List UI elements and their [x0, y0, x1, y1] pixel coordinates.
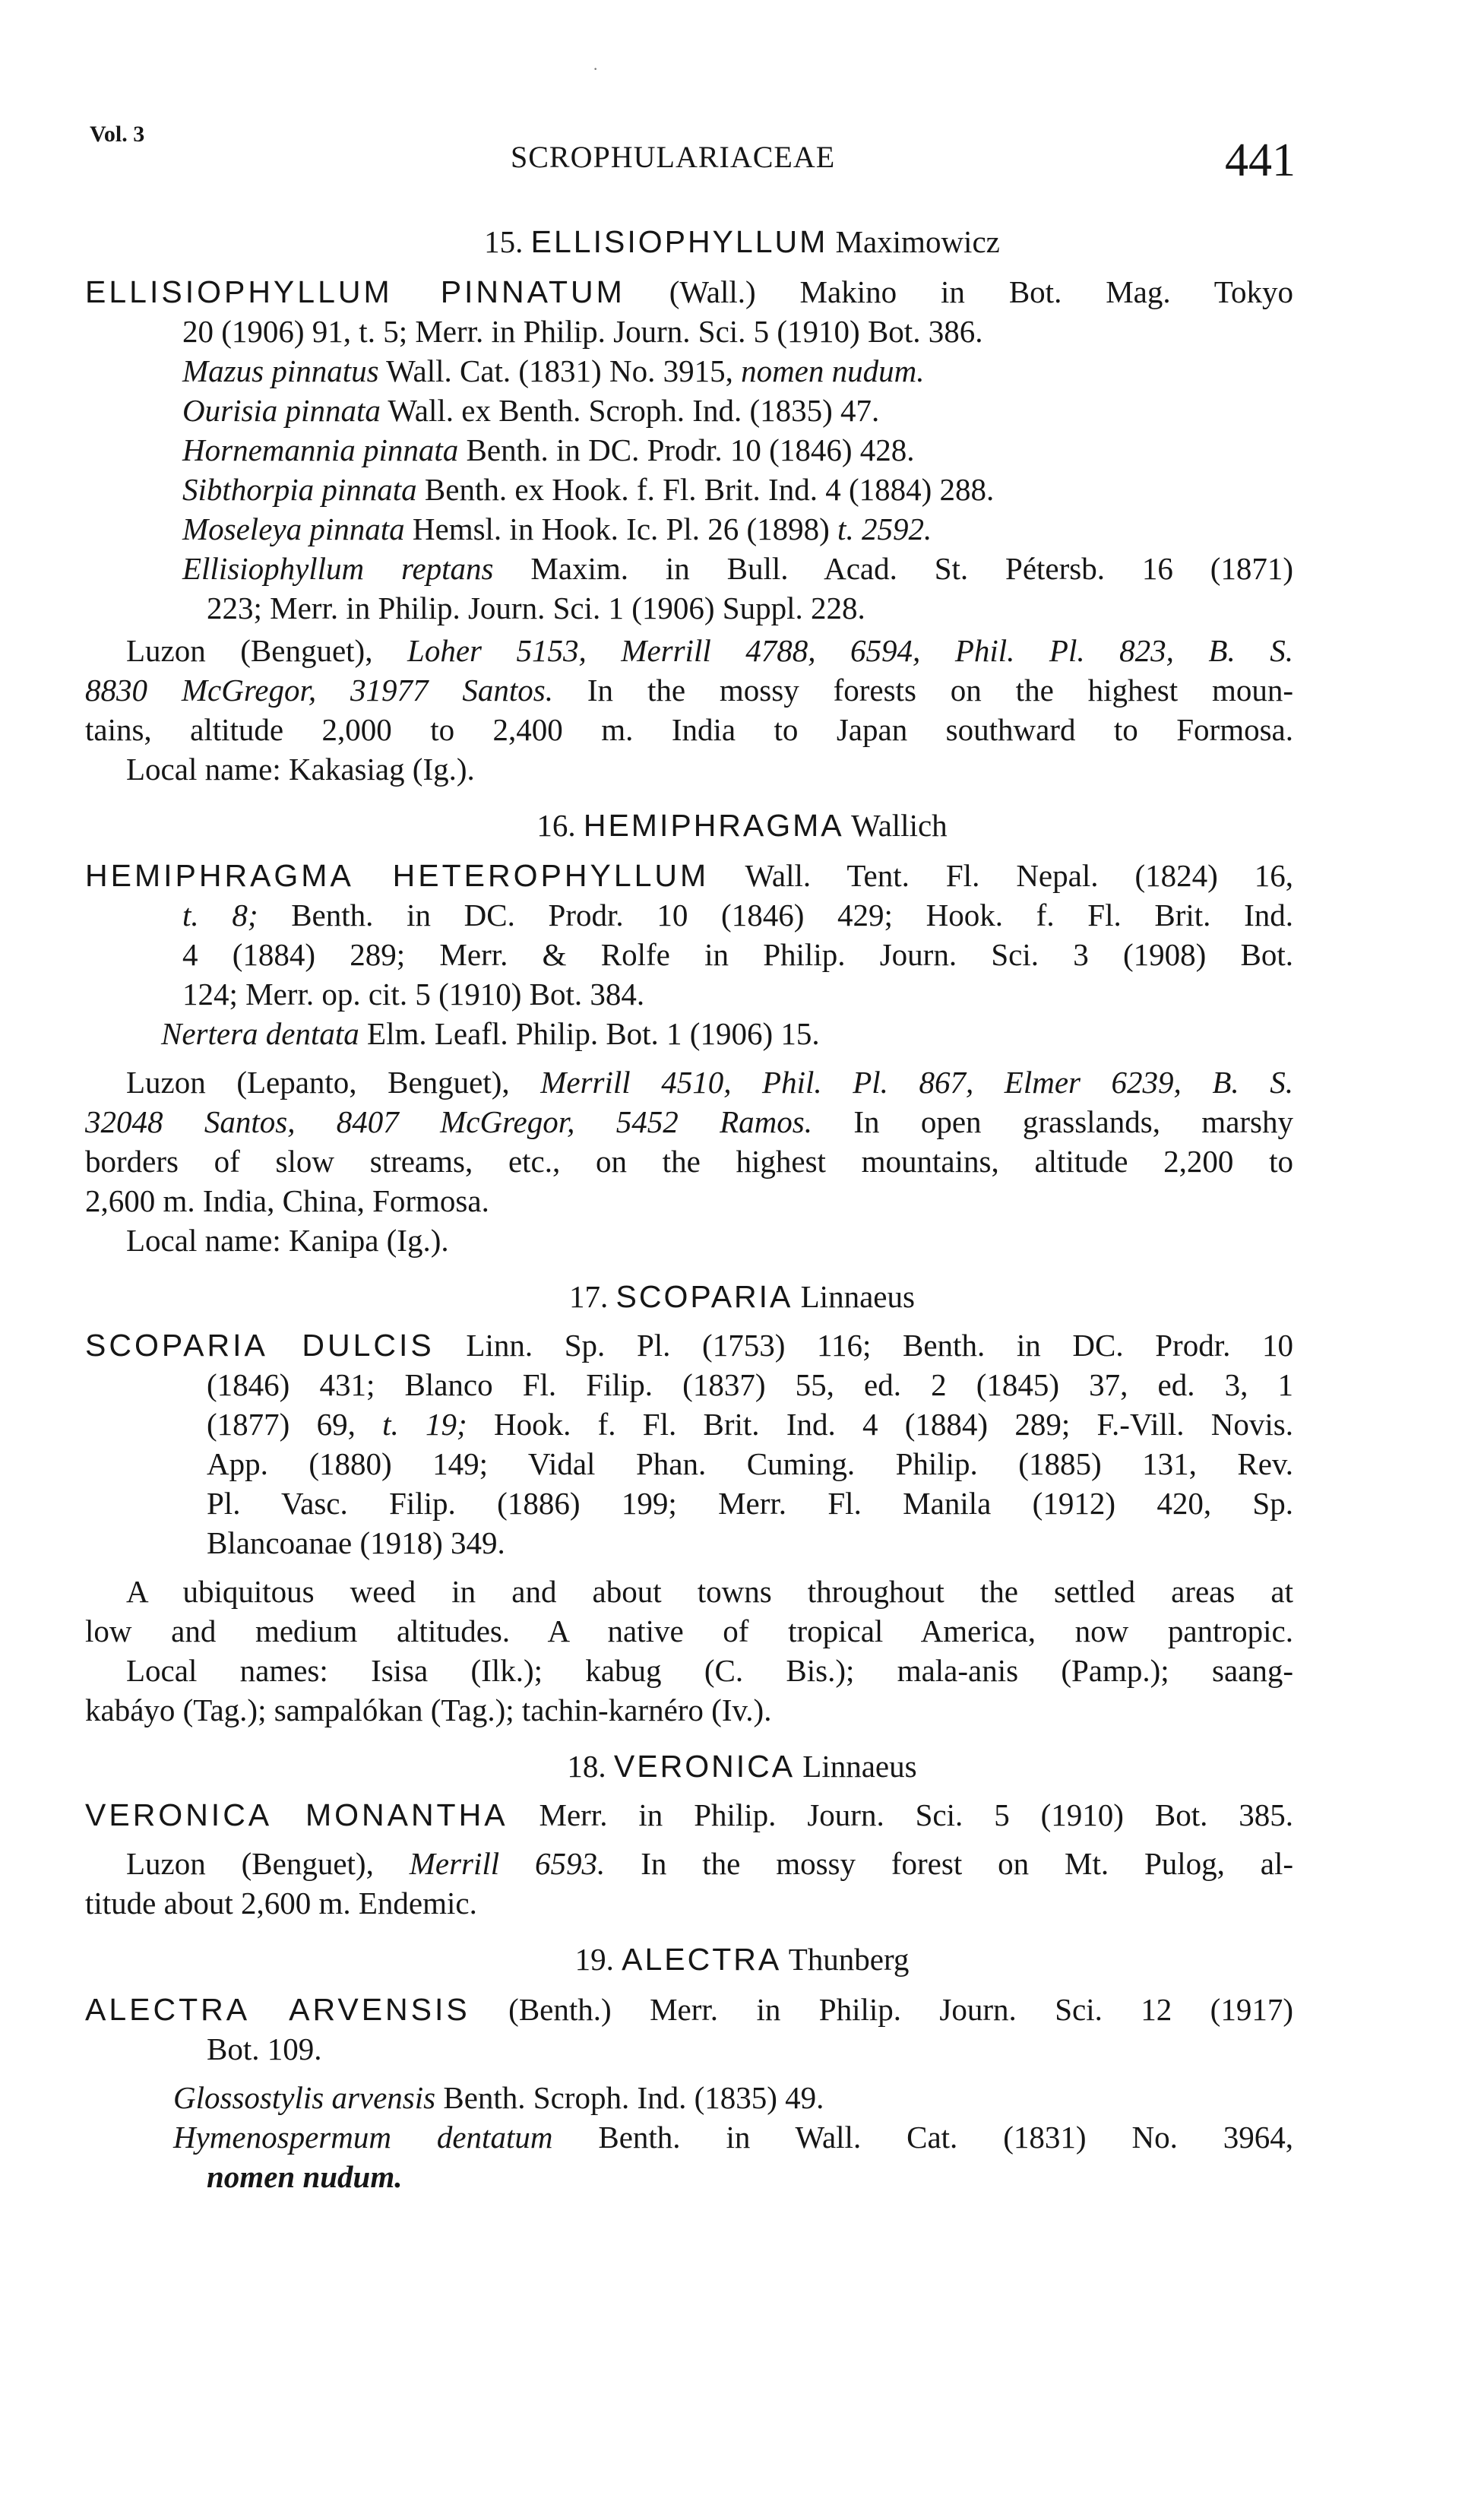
- distribution: 8830 McGregor, 31977 Santos. In the mossy forests on the highest moun-: [85, 673, 1294, 708]
- synonym: Glossostylis arvensis Benth. Scroph. Ind. (1835) 49.: [173, 2080, 824, 2115]
- species-entry: SCOPARIA DULCIS Linn. Sp. Pl. (1753) 116; Benth. in DC. Prodr. 10: [85, 1328, 1293, 1363]
- distribution: Luzon (Benguet), Loher 5153, Merrill 4788, 6594, Phil. Pl. 823, B. S.: [126, 633, 1294, 668]
- description: low and medium altitudes. A native of tropical America, now pantropic.: [85, 1613, 1293, 1648]
- distribution: 2,600 m. India, China, Formosa.: [85, 1183, 489, 1218]
- local-name: Local name: Kakasiag (Ig.).: [126, 752, 475, 787]
- distribution: Luzon (Benguet), Merrill 6593. In the mossy forest on Mt. Pulog, al-: [126, 1846, 1294, 1881]
- citation-line: Bot. 109.: [207, 2031, 322, 2066]
- distribution: borders of slow streams, etc., on the highest mountains, altitude 2,200 to: [85, 1144, 1293, 1179]
- distribution: titude about 2,600 m. Endemic.: [85, 1886, 477, 1921]
- running-title: SCROPHULARIACEAE: [511, 140, 836, 174]
- distribution: Luzon (Lepanto, Benguet), Merrill 4510, Phil. Pl. 867, Elmer 6239, B. S.: [126, 1065, 1293, 1100]
- citation-line: (1846) 431; Blanco Fl. Filip. (1837) 55, ed. 2 (1845) 37, ed. 3, 1: [207, 1367, 1293, 1402]
- page-number: 441: [1225, 135, 1296, 186]
- citation-line: 4 (1884) 289; Merr. & Rolfe in Philip. Journ. Sci. 3 (1908) Bot.: [182, 937, 1293, 972]
- local-name: Local name: Kanipa (Ig.).: [126, 1223, 449, 1258]
- citation-line: 124; Merr. op. cit. 5 (1910) Bot. 384.: [182, 977, 645, 1012]
- local-name: Local names: Isisa (Ilk.); kabug (C. Bis.); mala-anis (Pamp.); saang-: [126, 1653, 1293, 1688]
- citation-line: 20 (1906) 91, t. 5; Merr. in Philip. Journ. Sci. 5 (1910) Bot. 386.: [182, 314, 983, 349]
- citation-line: t. 8; Benth. in DC. Prodr. 10 (1846) 429; Hook. f. Fl. Brit. Ind.: [182, 898, 1294, 933]
- top-mark: ·: [593, 59, 599, 78]
- citation-line: 223; Merr. in Philip. Journ. Sci. 1 (1906) Suppl. 228.: [207, 591, 865, 625]
- synonym: Ellisiophyllum reptans Maxim. in Bull. Acad. St. Pétersb. 16 (1871): [182, 551, 1293, 586]
- section-heading: 17. SCOPARIA Linnaeus: [569, 1279, 915, 1314]
- local-name: kabáyo (Tag.); sampalókan (Tag.); tachin-karnéro (Iv.).: [85, 1693, 772, 1727]
- distribution: tains, altitude 2,000 to 2,400 m. India to Japan southward to Formosa.: [85, 712, 1293, 747]
- synonym: Sibthorpia pinnata Benth. ex Hook. f. Fl. Brit. Ind. 4 (1884) 288.: [182, 472, 995, 507]
- synonym: Ourisia pinnata Wall. ex Benth. Scroph. Ind. (1835) 47.: [182, 393, 880, 428]
- volume-label: Vol. 3: [90, 122, 145, 147]
- synonym: Mazus pinnatus Wall. Cat. (1831) No. 3915, nomen nudum.: [182, 353, 925, 388]
- section-heading: 19. ALECTRA Thunberg: [574, 1942, 910, 1977]
- section-heading: 16. HEMIPHRAGMA Wallich: [536, 808, 948, 843]
- citation-line: Blancoanae (1918) 349.: [207, 1525, 505, 1560]
- species-entry: ALECTRA ARVENSIS (Benth.) Merr. in Philip. Journ. Sci. 12 (1917): [85, 1992, 1293, 2027]
- citation-line: App. (1880) 149; Vidal Phan. Cuming. Philip. (1885) 131, Rev.: [207, 1446, 1293, 1481]
- synonym: nomen nudum.: [207, 2159, 403, 2194]
- synonym: Moseleya pinnata Hemsl. in Hook. Ic. Pl. 26 (1898) t. 2592.: [182, 511, 932, 546]
- section-heading: 18. VERONICA Linnaeus: [567, 1749, 917, 1784]
- citation-line: Pl. Vasc. Filip. (1886) 199; Merr. Fl. Manila (1912) 420, Sp.: [207, 1486, 1293, 1521]
- description: A ubiquitous weed in and about towns throughout the settled areas at: [126, 1574, 1293, 1609]
- species-entry: HEMIPHRAGMA HETEROPHYLLUM Wall. Tent. Fl. Nepal. (1824) 16,: [85, 858, 1294, 893]
- synonym: Nertera dentata Elm. Leafl. Philip. Bot. 1 (1906) 15.: [161, 1016, 820, 1051]
- citation-line: (1877) 69, t. 19; Hook. f. Fl. Brit. Ind. 4 (1884) 289; F.-Vill. Novis.: [207, 1407, 1294, 1442]
- distribution: 32048 Santos, 8407 McGregor, 5452 Ramos. In open grasslands, marshy: [85, 1104, 1294, 1139]
- synonym: Hornemannia pinnata Benth. in DC. Prodr. 10 (1846) 428.: [182, 432, 915, 467]
- species-entry: VERONICA MONANTHA Merr. in Philip. Journ. Sci. 5 (1910) Bot. 385.: [85, 1797, 1294, 1832]
- species-entry: ELLISIOPHYLLUM PINNATUM (Wall.) Makino in Bot. Mag. Tokyo: [85, 274, 1293, 309]
- section-heading: 15. ELLISIOPHYLLUM Maximowicz: [484, 224, 1000, 259]
- synonym: Hymenospermum dentatum Benth. in Wall. Cat. (1831) No. 3964,: [173, 2120, 1293, 2155]
